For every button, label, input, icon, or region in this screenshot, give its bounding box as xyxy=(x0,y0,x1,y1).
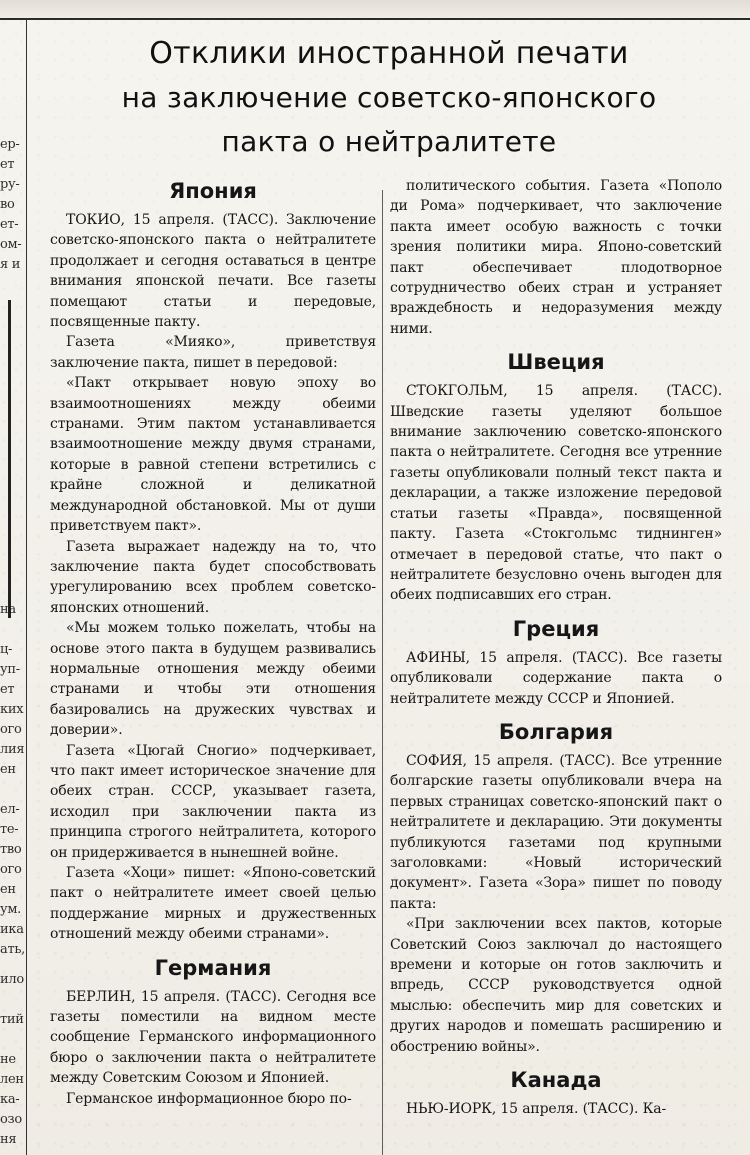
article-paragraph: политического события. Газета «Пополо ди Рома» подчеркивает, что заключение пакта имеет особую важность с точки зрения политики мира. Японо-советский пакт обеспечивает плодотворное сотрудничество обеих стран и устраняет враждебность и недоразумения между ними. xyxy=(390,178,722,337)
article-paragraph: НЬЮ-ИОРК, 15 апреля. (ТАСС). Ка- xyxy=(406,1101,667,1118)
section-heading: Швеция xyxy=(507,350,605,375)
right-column xyxy=(390,176,722,1155)
article-paragraph: БЕРЛИН, 15 апреля. (ТАСС). Сегодня все газеты поместили на видном месте сообщение Германского информационного бюро о заключении пакта о нейтралитете между Советским Союзом и Японией. xyxy=(50,988,376,1087)
margin-fragment: ум. xyxy=(0,902,21,917)
margin-fragment: озо xyxy=(0,1112,22,1127)
article-section xyxy=(390,717,722,1057)
article-paragraph: Газета «Мияко», приветствуя заключение пакта, пишет в передовой: xyxy=(50,334,376,371)
section-heading: Япония xyxy=(169,179,257,203)
section-heading: Болгария xyxy=(498,719,614,744)
margin-fragment: ило xyxy=(0,972,24,987)
article-section xyxy=(390,347,722,605)
margin-fragment: во xyxy=(0,197,15,212)
margin-fragment: ня xyxy=(0,1132,17,1147)
margin-fragment: не xyxy=(0,1052,16,1067)
margin-fragment: ер- xyxy=(0,137,20,152)
margin-fragment: на xyxy=(0,602,16,617)
margin-fragment: ого xyxy=(0,722,22,737)
margin-fragment: те- xyxy=(0,822,19,837)
article-section xyxy=(390,176,722,339)
section-heading: Греция xyxy=(512,616,600,641)
article-paragraph: СОФИЯ, 15 апреля. (ТАСС). Все утренние болгарские газеты опубликовали вчера на первых страницах советско-японский пакт о нейтралитете и декларацию. Эти документы публикуются газетами под крупными заголовками: «Новый исторический документ». Газета «Зора» пишет по поводу пакта: xyxy=(390,752,722,912)
left-margin-box xyxy=(0,300,11,618)
margin-fragment: ких xyxy=(0,702,24,717)
margin-fragment: ет xyxy=(0,682,15,697)
margin-fragment: уп- xyxy=(0,662,20,677)
margin-fragment: ом- xyxy=(0,237,22,252)
article-paragraph: «Пакт открывает новую эпоху во взаимоотношениях между обеими странами. Этим пактом устанавливается взаимоотношение между двумя странами, которые в равной степени встретились с крайне сложной и деликатной международной обстановкой. Мы от души приветствуем пакт». xyxy=(50,375,376,535)
article-section xyxy=(390,1065,722,1119)
margin-fragment: ен xyxy=(0,882,16,897)
margin-fragment: ать, xyxy=(0,942,25,957)
left-margin-strip xyxy=(0,18,27,1155)
left-column xyxy=(50,176,376,1155)
article-paragraph: АФИНЫ, 15 апреля. (ТАСС). Все газеты опубликовали содержание пакта о нейтралитете между СССР и Японией. xyxy=(390,649,722,707)
title-line-3: пакта о нейтралитете xyxy=(221,125,557,158)
title-line-2: на заключение советско-японского xyxy=(121,81,657,114)
article-paragraph: Газета «Хоци» пишет: «Японо-советский пакт о нейтралитете имеет своей целью поддержание мирных и дружественных отношений между обеими странами». xyxy=(50,865,376,943)
article-paragraph: Германское информационное бюро по- xyxy=(66,1090,352,1107)
article-paragraph: ТОКИО, 15 апреля. (ТАСС). Заключение советско-японского пакта о нейтралитете продолжает и сегодня оставаться в центре внимания японской печати. Все газеты помещают статьи и передовые, посвященные пакту. xyxy=(50,212,376,331)
margin-fragment: ка- xyxy=(0,1092,20,1107)
article-title xyxy=(36,32,742,164)
margin-fragment: я и xyxy=(0,257,21,272)
article-paragraph: Газета выражает надежду на то, что заключение пакта будет способствовать урегулированию всех проблем советско-японских отношений. xyxy=(50,538,376,616)
section-heading: Канада xyxy=(510,1068,602,1093)
margin-fragment: лия xyxy=(0,742,25,757)
margin-fragment: ет xyxy=(0,157,15,172)
margin-fragment: ого xyxy=(0,862,22,877)
margin-fragment: ц- xyxy=(0,642,13,657)
margin-fragment: ика xyxy=(0,922,24,937)
title-line-1: Отклики иностранной печати xyxy=(149,36,629,71)
article-paragraph: Газета «Цюгай Сногио» подчеркивает, что пакт имеет историческое значение для обеих стран. СССР, указывает газета, исходил при заключении пакта из принципа строгого нейтралитета, которого он придерживается в нынешней войне. xyxy=(50,742,376,861)
margin-fragment: ен xyxy=(0,762,16,777)
column-divider xyxy=(382,190,383,1155)
section-heading: Германия xyxy=(154,955,272,980)
margin-fragment: ет- xyxy=(0,217,19,232)
margin-fragment: тий xyxy=(0,1012,24,1027)
margin-fragment: ру- xyxy=(0,177,20,192)
article-section xyxy=(390,614,722,709)
top-rule xyxy=(0,0,750,20)
article-paragraph: СТОКГОЛЬМ, 15 апреля. (ТАСС). Шведские газеты уделяют большое внимание заключению советско-японского пакта о нейтралитете. Сегодня все утренние газеты опубликовали полный текст пакта и декларации, а также изложение передовой статьи газеты «Правда», посвященной пакту. Газета «Стокгольмс тиднинген» отмечает в передовой статье, что пакт о нейтралитете безусловно очень выгоден для обеих подписавших его стран. xyxy=(390,383,722,604)
article-section xyxy=(50,953,376,1109)
article-paragraph: «При заключении всех пактов, которые Советский Союз заключал до настоящего времени и которые он готов заключить и впредь, СССР руководствуется одной мыслью: обеспечить мир для советских и других народов и помешать расширению и обострению войны». xyxy=(390,916,722,1055)
article-paragraph: «Мы можем только пожелать, чтобы на основе этого пакта в будущем развивались нормальные отношения между обеими странами и чтобы эти отношения базировались на дружеских чувствах и доверии». xyxy=(50,620,376,739)
margin-fragment: лен xyxy=(0,1072,24,1087)
margin-fragment: тво xyxy=(0,842,22,857)
margin-fragment: ел- xyxy=(0,802,20,817)
article-section xyxy=(50,176,376,945)
